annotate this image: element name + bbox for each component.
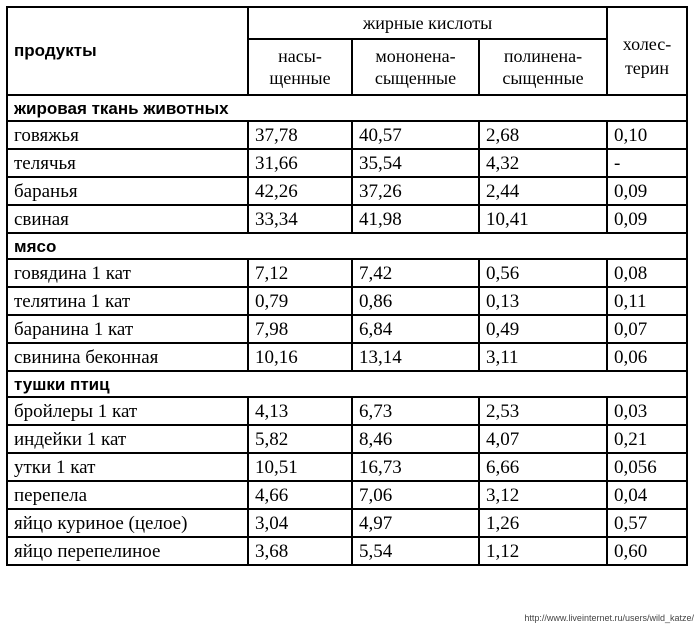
monounsaturated-value: 7,42 — [352, 259, 479, 287]
product-name: бройлеры 1 кат — [7, 397, 248, 425]
polyunsaturated-value: 3,12 — [479, 481, 607, 509]
monounsaturated-value: 4,97 — [352, 509, 479, 537]
polyunsaturated-value: 0,49 — [479, 315, 607, 343]
table-row — [7, 121, 687, 149]
header-polyunsaturated-line2: сыщенные — [502, 68, 584, 88]
header-polyunsaturated — [479, 39, 607, 95]
cholesterol-value: 0,09 — [607, 177, 687, 205]
saturated-value: 42,26 — [248, 177, 352, 205]
saturated-value: 4,66 — [248, 481, 352, 509]
saturated-value: 7,12 — [248, 259, 352, 287]
table-row — [7, 509, 687, 537]
section-title: тушки птиц — [7, 371, 687, 397]
polyunsaturated-value: 2,53 — [479, 397, 607, 425]
header-cholesterol-line2: терин — [624, 58, 670, 78]
table-row — [7, 481, 687, 509]
header-monounsaturated-line2: сыщенные — [374, 68, 457, 88]
saturated-value: 0,79 — [248, 287, 352, 315]
cholesterol-value: - — [607, 149, 687, 177]
cholesterol-value: 0,57 — [607, 509, 687, 537]
cholesterol-value: 0,03 — [607, 397, 687, 425]
fatty-acids-table — [6, 6, 688, 566]
product-name: говядина 1 кат — [7, 259, 248, 287]
product-name: индейки 1 кат — [7, 425, 248, 453]
section-title: мясо — [7, 233, 687, 259]
table-row — [7, 205, 687, 233]
saturated-value: 7,98 — [248, 315, 352, 343]
monounsaturated-value: 5,54 — [352, 537, 479, 565]
monounsaturated-value: 6,84 — [352, 315, 479, 343]
saturated-value: 5,82 — [248, 425, 352, 453]
watermark-link[interactable]: http://www.liveinternet.ru/users/wild_katze/ — [524, 613, 694, 623]
cholesterol-value: 0,08 — [607, 259, 687, 287]
product-name: яйцо перепелиное — [7, 537, 248, 565]
header-saturated — [248, 39, 352, 95]
section-title: жировая ткань животных — [7, 95, 687, 121]
table-row — [7, 453, 687, 481]
monounsaturated-value: 8,46 — [352, 425, 479, 453]
polyunsaturated-value: 1,12 — [479, 537, 607, 565]
cholesterol-value: 0,056 — [607, 453, 687, 481]
section-row — [7, 233, 687, 259]
header-monounsaturated-line1: мононена- — [375, 45, 456, 66]
header-products: продукты — [7, 7, 248, 95]
table-row — [7, 315, 687, 343]
product-name: телятина 1 кат — [7, 287, 248, 315]
monounsaturated-value: 41,98 — [352, 205, 479, 233]
polyunsaturated-value: 0,56 — [479, 259, 607, 287]
polyunsaturated-value: 3,11 — [479, 343, 607, 371]
cholesterol-value: 0,06 — [607, 343, 687, 371]
cholesterol-value: 0,60 — [607, 537, 687, 565]
product-name: свиная — [7, 205, 248, 233]
saturated-value: 33,34 — [248, 205, 352, 233]
polyunsaturated-value: 6,66 — [479, 453, 607, 481]
product-name: утки 1 кат — [7, 453, 248, 481]
header-monounsaturated — [352, 39, 479, 95]
product-name: баранина 1 кат — [7, 315, 248, 343]
cholesterol-value: 0,07 — [607, 315, 687, 343]
monounsaturated-value: 0,86 — [352, 287, 479, 315]
saturated-value: 3,68 — [248, 537, 352, 565]
saturated-value: 3,04 — [248, 509, 352, 537]
polyunsaturated-value: 4,32 — [479, 149, 607, 177]
polyunsaturated-value: 2,68 — [479, 121, 607, 149]
cholesterol-value: 0,10 — [607, 121, 687, 149]
monounsaturated-value: 13,14 — [352, 343, 479, 371]
saturated-value: 37,78 — [248, 121, 352, 149]
product-name: баранья — [7, 177, 248, 205]
cholesterol-value: 0,21 — [607, 425, 687, 453]
polyunsaturated-value: 0,13 — [479, 287, 607, 315]
table-row — [7, 149, 687, 177]
product-name: свинина беконная — [7, 343, 248, 371]
monounsaturated-value: 37,26 — [352, 177, 479, 205]
polyunsaturated-value: 4,07 — [479, 425, 607, 453]
product-name: телячья — [7, 149, 248, 177]
product-name: перепела — [7, 481, 248, 509]
table-row — [7, 397, 687, 425]
monounsaturated-value: 40,57 — [352, 121, 479, 149]
table-row — [7, 343, 687, 371]
polyunsaturated-value: 1,26 — [479, 509, 607, 537]
header-saturated-line1: насы- — [278, 45, 322, 66]
header-cholesterol-line1: холес- — [622, 33, 672, 54]
table-row — [7, 425, 687, 453]
monounsaturated-value: 35,54 — [352, 149, 479, 177]
table-row — [7, 259, 687, 287]
header-fatty-acids: жирные кислоты — [248, 7, 607, 39]
section-row — [7, 371, 687, 397]
saturated-value: 31,66 — [248, 149, 352, 177]
polyunsaturated-value: 2,44 — [479, 177, 607, 205]
header-cholesterol — [607, 7, 687, 95]
header-saturated-line2: щенные — [269, 68, 331, 88]
monounsaturated-value: 16,73 — [352, 453, 479, 481]
section-row — [7, 95, 687, 121]
header-polyunsaturated-line1: полинена- — [503, 45, 583, 66]
polyunsaturated-value: 10,41 — [479, 205, 607, 233]
monounsaturated-value: 6,73 — [352, 397, 479, 425]
cholesterol-value: 0,04 — [607, 481, 687, 509]
monounsaturated-value: 7,06 — [352, 481, 479, 509]
cholesterol-value: 0,09 — [607, 205, 687, 233]
product-name: говяжья — [7, 121, 248, 149]
cholesterol-value: 0,11 — [607, 287, 687, 315]
saturated-value: 10,16 — [248, 343, 352, 371]
saturated-value: 10,51 — [248, 453, 352, 481]
table-row — [7, 287, 687, 315]
table-row — [7, 177, 687, 205]
saturated-value: 4,13 — [248, 397, 352, 425]
product-name: яйцо куриное (целое) — [7, 509, 248, 537]
table-row — [7, 537, 687, 565]
